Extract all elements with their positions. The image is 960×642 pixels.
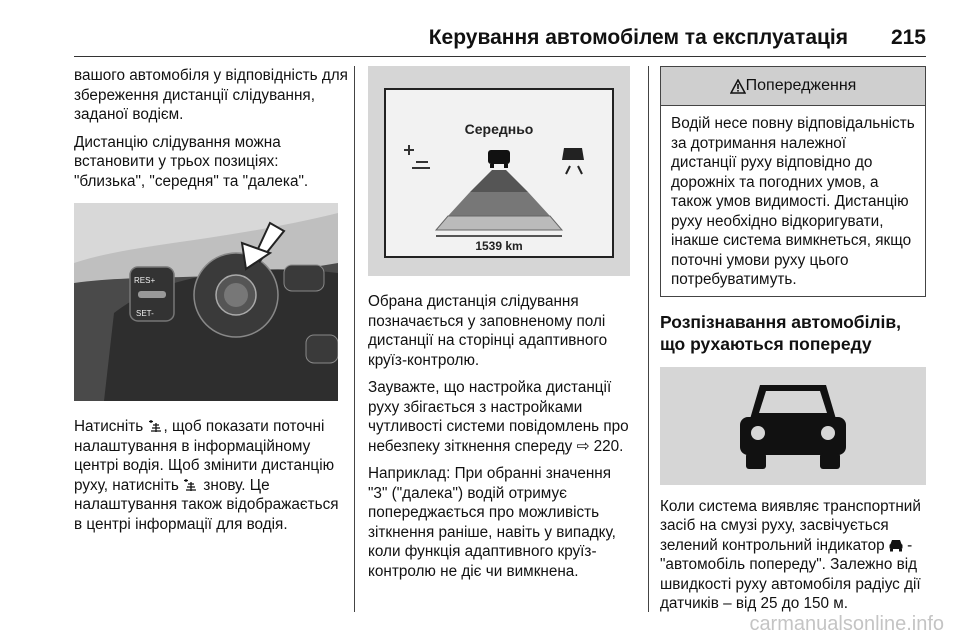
right-column <box>660 66 928 622</box>
distance-setting-label: Середньо <box>464 121 534 137</box>
paragraph: Дистанцію слідування можна встановити у трьох позиціях: "близька", "середня" та "далека". <box>74 133 309 190</box>
follow-distance-icon <box>183 478 199 492</box>
header-divider <box>74 56 926 57</box>
page-number: 215 <box>890 26 926 49</box>
reference-arrow-icon: ⇨ <box>576 437 590 455</box>
steering-wheel-illustration <box>74 203 338 401</box>
odometer-readout: 1539 km <box>475 239 523 253</box>
paragraph: Натисніть , щоб показати поточні налаштування в інформаційному центрі водія. Щоб змінити дистанцію руху, натисніть знову. Це налаштування також відображається в центрі інформації для водія. <box>74 418 339 533</box>
section-title: Керування автомобілем та експлуатація <box>428 26 848 49</box>
paragraph: вашого автомобіля у відповідність для збереження дистанції слідування, заданої водієм. <box>74 67 348 123</box>
middle-column <box>368 66 634 589</box>
column-divider <box>648 66 649 612</box>
car-ahead-indicator-illustration <box>660 367 926 485</box>
watermark: carmanualsonline.info <box>749 613 944 635</box>
steering-wheel-drawing <box>74 203 338 401</box>
paragraph: Коли система виявляє транспортний засіб на смузі руху, засвічується зелений контрольний індикатор - "автомобіль попереду". Залежно від швидкості руху автомобіля радіус дії датчиків – від 25 до 150 м. <box>660 497 921 612</box>
paragraph: Зауважте, що настройка дистанції руху збігається з настройками чутливості системи повідомлень про небезпеку зіткнення спереду ⇨ 220. <box>368 379 629 455</box>
warning-text: Водій несе повну відповідальність за дотримання належної дистанції руху відповідно до дорожніх та погодних умов, а також умов видимості. Дистанцію руху необхідно відкоригувати, інакше система вимкнеться, якщо поточні умови руху цього потребуватимуть. <box>671 115 915 288</box>
warning-triangle-icon <box>730 79 746 94</box>
car-ahead-icon <box>889 539 903 552</box>
warning-header <box>661 67 925 106</box>
display-drawing <box>386 90 612 256</box>
car-ahead-icon <box>660 367 926 485</box>
driver-info-display-illustration <box>368 66 630 276</box>
warning-body <box>661 106 925 296</box>
paragraph: Обрана дистанція слідування позначається у заповненому полі дистанції на сторінці адаптивного круїз-контролю. <box>368 293 608 369</box>
page-header <box>0 0 960 56</box>
res-label: RES+ <box>134 276 156 285</box>
display-screen <box>384 88 614 258</box>
follow-distance-icon <box>148 419 164 433</box>
warning-box <box>660 66 926 297</box>
section-heading: Розпізнавання автомобілів, що рухаються попереду <box>660 311 902 354</box>
left-column <box>74 66 350 542</box>
warning-title: Попередження <box>745 77 857 94</box>
set-label: SET- <box>136 309 154 318</box>
paragraph: Наприклад: При обранні значення "3" ("далека") водій отримує попереджається про можливість зіткнення раніше, навіть у випадку, коли функція адаптивного круїз-контролю не діє чи вимкнена. <box>368 465 616 580</box>
column-divider <box>354 66 355 612</box>
